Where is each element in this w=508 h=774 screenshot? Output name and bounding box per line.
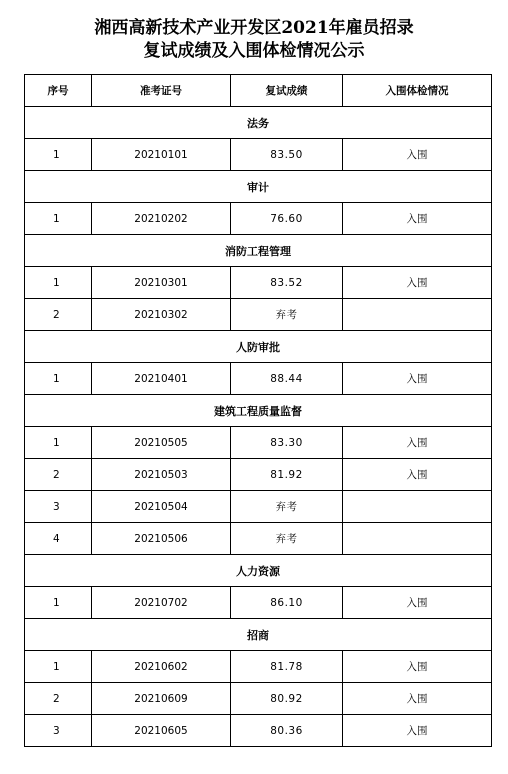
status-cell: 入围: [343, 587, 492, 619]
serial-cell: 1: [25, 139, 92, 171]
category-label: 招商: [25, 619, 492, 651]
table-row: [25, 427, 492, 459]
serial-cell: 2: [25, 459, 92, 491]
page-subtitle: 复试成绩及入围体检情况公示: [143, 41, 365, 61]
score-cell: 81.78: [231, 651, 343, 683]
category-label: 人力资源: [25, 555, 492, 587]
table-row: [25, 363, 492, 395]
status-cell: 入围: [343, 459, 492, 491]
serial-cell: 2: [25, 299, 92, 331]
table-row: [25, 267, 492, 299]
category-row: [25, 619, 492, 651]
category-label: 消防工程管理: [25, 235, 492, 267]
table-row: [25, 587, 492, 619]
page-title: 湘西高新技术产业开发区2021年雇员招录: [94, 18, 414, 38]
exam-id-cell: 20210401: [92, 363, 231, 395]
category-row: [25, 555, 492, 587]
score-cell: 弃考: [231, 299, 343, 331]
category-label: 建筑工程质量监督: [25, 395, 492, 427]
category-row: [25, 331, 492, 363]
table-row: [25, 459, 492, 491]
status-cell: 入围: [343, 139, 492, 171]
table-row: [25, 299, 492, 331]
status-cell: 入围: [343, 715, 492, 747]
score-cell: 80.36: [231, 715, 343, 747]
score-cell: 86.10: [231, 587, 343, 619]
serial-cell: 1: [25, 587, 92, 619]
table-row: [25, 491, 492, 523]
status-cell: 入围: [343, 203, 492, 235]
serial-cell: 4: [25, 523, 92, 555]
table-row: [25, 651, 492, 683]
status-cell: 入围: [343, 651, 492, 683]
table-row: [25, 715, 492, 747]
serial-cell: 1: [25, 427, 92, 459]
exam-id-cell: 20210302: [92, 299, 231, 331]
serial-cell: 1: [25, 267, 92, 299]
table-row: [25, 139, 492, 171]
category-label: 法务: [25, 107, 492, 139]
table-row: [25, 203, 492, 235]
status-cell: 入围: [343, 427, 492, 459]
category-row: [25, 395, 492, 427]
category-row: [25, 171, 492, 203]
exam-id-cell: 20210505: [92, 427, 231, 459]
score-cell: 弃考: [231, 523, 343, 555]
exam-id-cell: 20210503: [92, 459, 231, 491]
status-cell: [343, 299, 492, 331]
category-row: [25, 235, 492, 267]
category-row: [25, 107, 492, 139]
serial-cell: 2: [25, 683, 92, 715]
exam-id-cell: 20210504: [92, 491, 231, 523]
status-cell: 入围: [343, 683, 492, 715]
results-table: [24, 74, 492, 747]
category-label: 人防审批: [25, 331, 492, 363]
exam-id-cell: 20210702: [92, 587, 231, 619]
score-cell: 88.44: [231, 363, 343, 395]
exam-id-cell: 20210602: [92, 651, 231, 683]
exam-id-cell: 20210101: [92, 139, 231, 171]
table-header-row: [25, 75, 492, 107]
table-body: [25, 107, 492, 747]
status-cell: [343, 491, 492, 523]
header-score: 复试成绩: [231, 75, 343, 107]
score-cell: 76.60: [231, 203, 343, 235]
score-cell: 83.50: [231, 139, 343, 171]
serial-cell: 3: [25, 715, 92, 747]
status-cell: 入围: [343, 267, 492, 299]
table-row: [25, 683, 492, 715]
exam-id-cell: 20210609: [92, 683, 231, 715]
exam-id-cell: 20210202: [92, 203, 231, 235]
score-cell: 80.92: [231, 683, 343, 715]
exam-id-cell: 20210605: [92, 715, 231, 747]
serial-cell: 1: [25, 363, 92, 395]
serial-cell: 1: [25, 203, 92, 235]
header-exam-id: 准考证号: [92, 75, 231, 107]
exam-id-cell: 20210506: [92, 523, 231, 555]
score-cell: 弃考: [231, 491, 343, 523]
exam-id-cell: 20210301: [92, 267, 231, 299]
score-cell: 81.92: [231, 459, 343, 491]
header-status: 入围体检情况: [343, 75, 492, 107]
header-serial: 序号: [25, 75, 92, 107]
serial-cell: 3: [25, 491, 92, 523]
score-cell: 83.30: [231, 427, 343, 459]
score-cell: 83.52: [231, 267, 343, 299]
status-cell: [343, 523, 492, 555]
status-cell: 入围: [343, 363, 492, 395]
category-label: 审计: [25, 171, 492, 203]
serial-cell: 1: [25, 651, 92, 683]
table-row: [25, 523, 492, 555]
